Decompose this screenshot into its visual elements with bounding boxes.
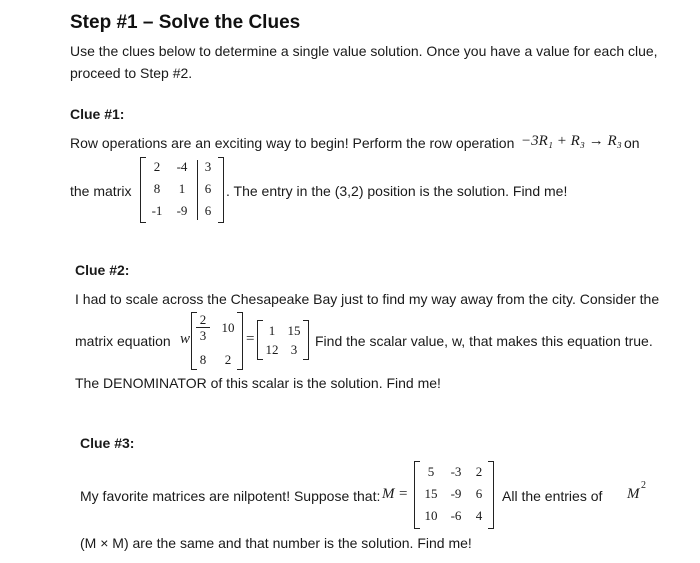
clue2-left-cell-2-2: 2: [224, 352, 232, 367]
clue2-right-cell-2-2: 3: [290, 342, 298, 357]
clue1-cell-3-1: -1: [151, 203, 163, 218]
clue2-left-matrix: [191, 312, 243, 370]
clue3-cell-1-3: 2: [475, 464, 483, 479]
clue3-cell-3-2: -6: [450, 508, 462, 523]
clue1-cell-2-1: 8: [153, 181, 161, 196]
clue1-on: on: [624, 135, 640, 151]
clue1-matrix: [140, 157, 224, 223]
clue2-prefix: matrix equation: [75, 333, 171, 349]
clue1-cell-1-1: 2: [153, 159, 161, 174]
clue2-text: I had to scale across the Chesapeake Bay just to find my way away from the city. Consider the: [75, 291, 660, 307]
step-title: Step #1 – Solve the Clues: [70, 12, 301, 33]
clue3-suffix: All the entries of: [502, 488, 603, 504]
clue2-left-cell-2-1: 8: [199, 352, 207, 367]
clue3-cell-1-1: 5: [427, 464, 435, 479]
clue3-text-b: (M × M) are the same and that number is the solution. Find me!: [80, 535, 472, 551]
clue3-power-base: M: [627, 486, 640, 502]
clue1-cell-2-2: 1: [178, 181, 186, 196]
clue3-heading: Clue #3:: [80, 435, 135, 451]
clue1-heading: Clue #1:: [70, 106, 125, 122]
clue1-operation: −3R₁ + R₃ → R₃: [521, 133, 622, 149]
clue3-matrix: [414, 461, 494, 529]
clue2-frac-den: 3: [199, 328, 207, 343]
clue1-cell-2-3: 6: [204, 181, 212, 196]
clue1-cell-3-3: 6: [204, 203, 212, 218]
clue2-frac-num: 2: [199, 312, 207, 327]
clue3-equals: =: [399, 486, 408, 502]
clue1-cell-1-3: 3: [204, 159, 212, 174]
clue3-cell-2-2: -9: [450, 486, 462, 501]
clue1-suffix: . The entry in the (3,2) position is the solution. Find me!: [226, 183, 568, 199]
clue2-scalar: w: [180, 331, 191, 347]
clue3-cell-2-1: 15: [424, 486, 438, 501]
clue3-mvar: M: [382, 486, 395, 502]
clue1-cell-3-2: -9: [176, 203, 188, 218]
clue1-text: Row operations are an exciting way to begin! Perform the row operation: [70, 135, 515, 151]
clue1-cell-1-2: -4: [176, 159, 188, 174]
clue2-heading: Clue #2:: [75, 262, 130, 278]
clue3-cell-2-3: 6: [475, 486, 483, 501]
clue3-cell-3-1: 10: [424, 508, 438, 523]
clue2-right-cell-2-1: 12: [265, 342, 279, 357]
clue2-fraction: [196, 313, 210, 342]
clue2-text-b: The DENOMINATOR of this scalar is the solution. Find me!: [75, 375, 441, 391]
clue2-equals: =: [246, 331, 255, 347]
clue2-right-cell-1-2: 15: [287, 323, 301, 338]
clue3-cell-1-2: -3: [450, 464, 462, 479]
clue2-right-matrix: [257, 320, 309, 360]
clue3-text: My favorite matrices are nilpotent! Suppose that:: [80, 488, 381, 504]
clue1-prefix: the matrix: [70, 183, 132, 199]
step-intro: Use the clues below to determine a single value solution. Once you have a value for each clue, proceed to Step #2.: [70, 43, 658, 81]
clue2-suffix: Find the scalar value, w, that makes this equation true.: [315, 333, 653, 349]
clue3-cell-3-3: 4: [475, 508, 483, 523]
clue2-right-cell-1-1: 1: [268, 323, 276, 338]
clue3-power-exp: 2: [641, 480, 646, 491]
clue2-left-cell-1-2: 10: [221, 320, 235, 335]
